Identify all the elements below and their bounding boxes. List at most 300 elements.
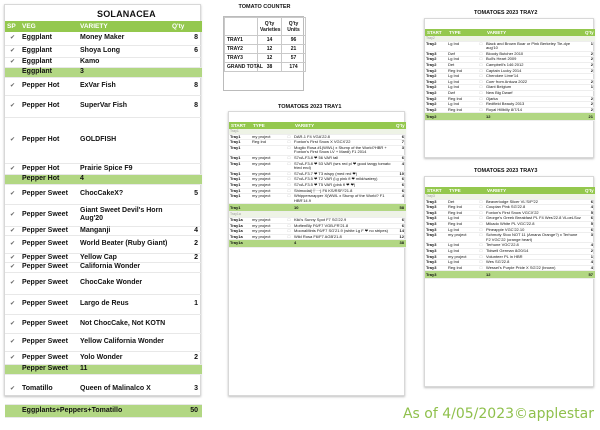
qty-cell <box>170 163 202 174</box>
row-check-icon[interactable]: □ <box>477 248 485 254</box>
qty-cell: 4 <box>583 265 595 271</box>
qty-cell: 2 <box>583 57 595 63</box>
row-check-icon[interactable]: □ <box>477 107 485 113</box>
qty-cell: 2 <box>583 248 595 254</box>
type-cell: Reg Ind <box>447 221 477 227</box>
counter-row <box>225 63 306 72</box>
type-cell: Reg Ind <box>447 107 477 113</box>
qty-cell: 2 <box>583 51 595 57</box>
qty-cell: 4 <box>583 243 595 249</box>
row-check-icon[interactable]: □ <box>285 145 293 155</box>
counter-label: TRAY2 <box>225 45 258 54</box>
total-variety-count: 12 <box>485 113 583 121</box>
start-cell: Tray2 <box>425 79 447 85</box>
type-cell: Lg Ind <box>447 227 477 233</box>
counter-label: TRAY3 <box>225 54 258 63</box>
start-cell: Tray2 <box>425 68 447 74</box>
counter-varieties: 12 <box>258 54 282 63</box>
row-check-icon[interactable]: □ <box>477 96 485 102</box>
veg-cell: Pepper Sweet <box>20 294 78 314</box>
type-cell: my project <box>251 177 285 183</box>
variety-cell: Campbell's 146 2012 <box>485 62 583 68</box>
row-check-icon[interactable] <box>5 67 20 77</box>
row-check-icon[interactable]: □ <box>477 57 485 63</box>
total-start: Tray1a <box>229 240 251 248</box>
row-check-icon[interactable]: ✔ <box>5 95 20 117</box>
row-check-icon[interactable]: □ <box>477 216 485 222</box>
tray2-table: START TYPE VARIETY Q'ty Tray2 Tray2 Lg Ind □ Black and Brown Boar or Pink Berkeley Tie-dye aug'10 1 Tray3 Dwf □ Bloody Butcher 2010 2 Tray2 Lg Ind □ Bull's Heart 2009 2 Tray2 Det □ Campbell's 146 2012 2 Tray2 Reg Ind □ Captain Lucky 2014 2 Tray2 Lg Ind □ Cherokee Lime'14 Tray2 Lg Ind □ Coer from Antuza 2022 2 Tray2 Lg Ind □ Giant Belgium 1 Tray2 Dwf □ New Big Dwarf Tray2 Reg Ind □ Ojarka 2 Tray2 Lg Ind □ Redfield Beauty 2013 2 Tray2 Reg Ind □ Royal Hillbilly 8/7/14 2 Tray2 12 21 <box>425 29 595 121</box>
qty-cell: 5 <box>583 221 595 227</box>
qty-cell: 3 <box>583 233 595 243</box>
type-cell: Det <box>447 199 477 205</box>
variety-cell: S7xA-F3.8 ❤ 56 VAR tall <box>293 155 394 161</box>
qty-cell: 5 <box>583 210 595 216</box>
qty-cell <box>170 314 202 333</box>
row-check-icon[interactable] <box>5 364 20 374</box>
variety-cell: Schmoty Stoo NOT 11 (Amana Orange?) x Terhune F2 VGC'22 (orange heart) <box>485 233 583 243</box>
row-check-icon[interactable]: □ <box>477 85 485 91</box>
row-check-icon[interactable]: □ <box>477 41 485 51</box>
variety-cell: DAR-1 F4 VGA'22.8 <box>293 134 394 140</box>
row-check-icon[interactable]: ✔ <box>5 294 20 314</box>
row-check-icon[interactable]: □ <box>477 221 485 227</box>
row-check-icon[interactable]: □ <box>285 155 293 161</box>
veg-cell: Pepper Sweet <box>20 253 78 262</box>
row-check-icon[interactable]: □ <box>285 161 293 171</box>
qty-cell: 2 <box>583 107 595 113</box>
group-label[interactable]: Tray2 <box>425 36 595 41</box>
start-cell: Tray2 <box>425 41 447 51</box>
start-cell: Tray2 <box>425 85 447 91</box>
variety-cell: Kiki's Sunny Spot F7 SG'22.9 <box>293 217 394 223</box>
row-check-icon[interactable]: □ <box>477 199 485 205</box>
row-check-icon[interactable]: □ <box>285 229 293 235</box>
total-qty: 38 <box>394 240 406 248</box>
variety-cell: Yellow Cap <box>78 253 170 262</box>
variety-cell: Shoya Long <box>78 45 170 57</box>
total-spacer <box>447 271 477 279</box>
row-check-icon[interactable]: □ <box>477 243 485 249</box>
row-check-icon[interactable]: □ <box>477 79 485 85</box>
veg-cell: Pepper Sweet <box>20 262 78 272</box>
start-cell: Tray3 <box>425 233 447 243</box>
variety-cell: Redfield Beauty 2013 <box>485 102 583 108</box>
row-check-icon[interactable]: ✔ <box>5 77 20 95</box>
row-check-icon[interactable]: □ <box>477 210 485 216</box>
variety-cell: Wessel's Purple Pride X SG'22 (brown) <box>485 265 583 271</box>
row-check-icon[interactable]: □ <box>477 205 485 211</box>
row-check-icon[interactable]: □ <box>285 134 293 140</box>
row-check-icon[interactable]: □ <box>477 68 485 74</box>
start-cell: Tray3 <box>425 51 447 57</box>
type-cell: Reg Ind <box>447 68 477 74</box>
counter-label: TRAY1 <box>225 36 258 45</box>
table-row <box>5 262 202 272</box>
table-row <box>5 333 202 351</box>
qty-cell <box>170 57 202 67</box>
row-check-icon[interactable]: □ <box>477 74 485 80</box>
type-cell: Det <box>447 62 477 68</box>
veg-cell: Pepper Sweet <box>20 272 78 294</box>
variety-cell: S7xA-F3.5 ❤ T2 VAR (l.g pink fl ❤ mild/watery) <box>293 177 394 183</box>
total-variety-count: 12 <box>485 271 583 279</box>
variety-cell: Yellow California Wonder <box>78 333 170 351</box>
start-cell: Tray1a <box>229 217 251 223</box>
variety-cell: Wild Rosa F6/F7 AGB'21.8 <box>293 234 394 240</box>
row-check-icon[interactable]: □ <box>477 233 485 243</box>
start-cell: Tray1 <box>229 177 251 183</box>
row-check-icon[interactable]: □ <box>285 182 293 188</box>
variety-cell: Pineapple VGC'22.10 <box>485 227 583 233</box>
table-row <box>5 45 202 57</box>
variety-cell: Coupian Pink SG'22.8 <box>485 205 583 211</box>
row-check-icon[interactable]: ✔ <box>5 374 20 404</box>
total-spacer <box>285 204 293 212</box>
row-check-icon[interactable]: ✔ <box>5 117 20 163</box>
total-variety-count: 10 <box>293 204 394 212</box>
variety-cell: Not ChocCake, Not KOTN <box>78 314 170 333</box>
tray3-title: TOMATOES 2023 TRAY3 <box>474 168 538 174</box>
total-qty: 58 <box>394 204 406 212</box>
type-cell: Lg Ind <box>447 85 477 91</box>
row-check-icon[interactable]: ✔ <box>5 235 20 253</box>
row-check-icon[interactable]: □ <box>477 51 485 57</box>
type-cell: Reg Ind <box>447 96 477 102</box>
qty-cell: 3 <box>394 145 406 155</box>
start-cell: Tray2 <box>425 57 447 63</box>
qty-cell <box>170 364 202 374</box>
type-cell: my project <box>251 171 285 177</box>
qty-cell: 2 <box>583 79 595 85</box>
table-row <box>229 145 406 155</box>
qty-cell: 12 <box>394 234 406 240</box>
start-cell: Tray3 <box>425 243 447 249</box>
table-row <box>5 272 202 294</box>
type-cell: Lg Ind <box>447 57 477 63</box>
group-label[interactable]: Tray1 <box>229 129 406 134</box>
total-start: Tray2 <box>425 113 447 121</box>
row-check-icon[interactable]: ✔ <box>5 45 20 57</box>
veg-cell: Pepper Sweet <box>20 184 78 204</box>
variety-cell: Wes SG'22.8 <box>485 260 583 266</box>
qty-cell: 8 <box>170 32 202 45</box>
qty-cell <box>170 67 202 77</box>
variety-cell: Queen of Malinalco X <box>78 374 170 404</box>
row-check-icon[interactable]: □ <box>285 234 293 240</box>
variety-cell: S7xA-F3.5 ❤ T5 VAR (pink fl ❤ ❤) <box>293 182 394 188</box>
qty-cell <box>170 272 202 294</box>
col-veg[interactable]: VEG <box>20 21 78 32</box>
type-cell: Reg Ind <box>251 140 285 146</box>
variety-cell: Foxton's First Snow VGCX'22 <box>485 210 583 216</box>
col-qty[interactable]: Q'ty <box>170 21 202 32</box>
start-cell: Tray1 <box>229 134 251 140</box>
group-label[interactable]: Tray3 <box>425 194 595 199</box>
type-cell: Reg Ind <box>447 205 477 211</box>
type-cell: Reg Ind <box>447 265 477 271</box>
variety-cell: Whippersnapper X(WWL x Stump of the World? F1 HBR'14.9 <box>293 194 394 204</box>
variety-cell: Shimodai(十一) F6 KS/RSF/'21.8 <box>293 188 394 194</box>
row-check-icon[interactable] <box>5 174 20 184</box>
total-row <box>425 271 595 279</box>
type-cell: my project <box>251 155 285 161</box>
table-row <box>5 294 202 314</box>
table-row <box>229 194 406 204</box>
qty-cell: 4 <box>583 260 595 266</box>
qty-cell: 4 <box>583 205 595 211</box>
variety-cell: Coer from Antuza 2022 <box>485 79 583 85</box>
variety-cell: California Wonder <box>78 262 170 272</box>
variety-cell: GOLDFISH <box>78 117 170 163</box>
row-check-icon[interactable]: ✔ <box>5 57 20 67</box>
row-check-icon[interactable]: □ <box>477 102 485 108</box>
row-check-icon[interactable]: □ <box>285 171 293 177</box>
veg-cell: Pepper Hot <box>20 117 78 163</box>
row-check-icon[interactable]: □ <box>285 140 293 146</box>
type-cell: Dwf <box>447 51 477 57</box>
counter-col-varieties: Q'ty Varieties <box>258 18 282 36</box>
variety-cell: MoonaMints F6/F7 SG'21.9 (white Lg F ❤ no stripes) <box>293 229 394 235</box>
type-cell: my project <box>251 134 285 140</box>
type-cell: Lg Ind <box>447 260 477 266</box>
footer-label: Eggplants+Peppers+Tomatillo <box>20 404 170 417</box>
row-check-icon[interactable]: □ <box>285 223 293 229</box>
qty-cell <box>170 174 202 184</box>
variety-cell: George's Greek Breakfast PL F4 Wes'22.8 VLoeLSoz <box>485 216 583 222</box>
table-row <box>5 374 202 404</box>
row-check-icon[interactable]: ✔ <box>5 32 20 45</box>
qty-cell: 4 <box>394 194 406 204</box>
start-cell: Tray2 <box>425 62 447 68</box>
variety-cell: Money Maker <box>78 32 170 45</box>
row-check-icon[interactable]: □ <box>477 90 485 96</box>
veg-cell: Eggplant <box>20 67 78 77</box>
table-row <box>5 117 202 163</box>
row-check-icon[interactable]: ✔ <box>5 204 20 226</box>
tray2-title: TOMATOES 2023 TRAY2 <box>474 10 538 16</box>
type-cell <box>251 145 285 155</box>
row-check-icon[interactable]: □ <box>477 254 485 260</box>
variety-cell: Foxton's First Snow X VGCX'22 <box>293 140 394 146</box>
qty-cell <box>170 204 202 226</box>
variety-cell: Kamo <box>78 57 170 67</box>
table-row <box>5 67 202 77</box>
row-check-icon[interactable]: □ <box>285 194 293 204</box>
row-check-icon[interactable]: □ <box>477 227 485 233</box>
total-start: Tray3 <box>425 271 447 279</box>
solanacea-footer-row <box>5 404 202 417</box>
qty-cell: 1 <box>170 294 202 314</box>
veg-cell: Pepper Hot <box>20 77 78 95</box>
qty-cell: 6 <box>394 177 406 183</box>
veg-cell: Pepper Sweet <box>20 333 78 351</box>
qty-cell: 2 <box>583 62 595 68</box>
tray1-table: START TYPE VARIETY Q'ty Tray1 Tray1 my project □ DAR-1 F4 VGA'22.8 6 Tray1 Reg Ind □ Foxton's First Snow X VGCX'22 7 Tray1 □ Mogilo Rosa #1(WWL) x Stump of the World?HBR + Foxton's First Snow LV + Mardi) F1 2014 3 Tray1 my project □ S7xA-F3.8 ❤ 56 VAR tall 6 Tray1 my project □ S7xA-F3.8 ❤ 53 VAR (wrs red pl ❤ good tangy tomato fried end) 4 Tray1 my project □ S7xA-F3.7 ❤ T3 wispy (med red ❤) 10 Tray1 my project □ S7xA-F3.5 ❤ T2 VAR (l.g pink fl ❤ mild/watery) 6 Tray1 my project □ S7xA-F3.5 ❤ T5 VAR (pink fl ❤ ❤) 6 Tray1 my project □ Shimodai(十一) F6 KS/RSF/'21.8 6 Tray1 my project □ Whippersnapper X(WWL x Stump of the World? F1 HBR'14.9 4 Tray1 10 58 Tray1a Tray1a my project □ Kiki's Sunny Spot F7 SG'22.9 6 Tray1a my project □ MoftenBly F6/F7 VGB-FR'21.8 6 Tray1a my project □ MoonaMints F6/F7 SG'21.9 (white Lg F ❤ no stripes) 14 Tray1a my project □ Wild Rosa F6/F7 AGB'21.8 12 Tray1a 4 38 <box>229 122 406 248</box>
variety-cell: Bull's Heart 2009 <box>485 57 583 63</box>
start-cell: Tray2 <box>425 102 447 108</box>
variety-cell: Giant Belgium <box>485 85 583 91</box>
type-cell: Lg Ind <box>447 102 477 108</box>
row-check-icon[interactable]: ✔ <box>5 333 20 351</box>
qty-cell: 2 <box>583 68 595 74</box>
total-qty: 21 <box>583 113 595 121</box>
start-cell: Tray3 <box>425 216 447 222</box>
type-cell: Reg Ind <box>447 210 477 216</box>
start-cell: Tray2 <box>425 107 447 113</box>
counter-varieties: 38 <box>258 63 282 72</box>
variety-cell: Largo de Reus <box>78 294 170 314</box>
table-row <box>5 235 202 253</box>
row-check-icon[interactable]: □ <box>477 260 485 266</box>
row-check-icon[interactable]: ✔ <box>5 163 20 174</box>
variety-cell: Giant Sweet Devil's Horn Aug'20 <box>78 204 170 226</box>
qty-cell: 6 <box>170 45 202 57</box>
counter-units: 96 <box>282 36 306 45</box>
qty-cell: 6 <box>583 199 595 205</box>
start-cell: Tray1a <box>229 234 251 240</box>
qty-cell: 8 <box>170 77 202 95</box>
variety-cell: Captain Lucky 2014 <box>485 68 583 74</box>
total-qty: 57 <box>583 271 595 279</box>
type-cell: my project <box>447 233 477 243</box>
start-cell: Tray2 <box>425 90 447 96</box>
start-cell: Tray3 <box>425 254 447 260</box>
type-cell: Lg Ind <box>447 79 477 85</box>
type-cell: my project <box>251 217 285 223</box>
veg-cell: Pepper Sweet <box>20 364 78 374</box>
variety-cell: ExVar Fish <box>78 77 170 95</box>
row-check-icon[interactable]: □ <box>477 265 485 271</box>
variety-cell: Mogilo Rosa #1(WWL) x Stump of the World?HBR + Foxton's First Snow LV + Mardi) F1 2014 <box>293 145 394 155</box>
table-row <box>5 163 202 174</box>
row-check-icon[interactable]: ✔ <box>5 184 20 204</box>
solanacea-sheet <box>4 4 201 414</box>
veg-cell: Pepper Hot <box>20 95 78 117</box>
start-cell: Tray3 <box>425 221 447 227</box>
qty-cell: 1 <box>583 85 595 91</box>
footer-qty: 50 <box>170 404 202 417</box>
type-cell: Lg Ind <box>447 243 477 249</box>
table-row <box>5 184 202 204</box>
veg-cell: Pepper Hot <box>20 163 78 174</box>
qty-cell: 14 <box>394 229 406 235</box>
total-spacer <box>285 240 293 248</box>
type-cell: Lg Ind <box>447 74 477 80</box>
tray1-title: TOMATOES 2023 TRAY1 <box>278 104 342 110</box>
counter-units: 21 <box>282 45 306 54</box>
col-variety[interactable]: VARIETY <box>78 21 170 32</box>
table-row <box>5 95 202 117</box>
variety-cell: 4 <box>78 174 170 184</box>
solanacea-title: SOLANACEA <box>97 9 156 19</box>
variety-cell: Prairie Spice F9 <box>78 163 170 174</box>
type-cell: Lg Ind <box>447 248 477 254</box>
qty-cell: 6 <box>394 134 406 140</box>
row-check-icon[interactable]: □ <box>285 177 293 183</box>
qty-cell: 6 <box>394 182 406 188</box>
qty-cell: 6 <box>394 223 406 229</box>
table-row <box>5 364 202 374</box>
table-row <box>229 161 406 171</box>
total-row <box>425 113 595 121</box>
counter-varieties: 12 <box>258 45 282 54</box>
total-spacer <box>447 113 477 121</box>
variety-cell: New Big Dwarf <box>485 90 583 96</box>
qty-cell <box>170 262 202 272</box>
row-check-icon[interactable]: ✔ <box>5 351 20 364</box>
veg-cell: Pepper Sweet <box>20 226 78 235</box>
row-check-icon[interactable]: ✔ <box>5 253 20 262</box>
date-watermark: As of 4/05/2023©applestar <box>402 406 594 422</box>
variety-cell: 11 <box>78 364 170 374</box>
veg-cell: Tomatillo <box>20 374 78 404</box>
variety-cell: ChocCakeX? <box>78 184 170 204</box>
start-cell: Tray3 <box>425 210 447 216</box>
qty-cell: 2 <box>170 351 202 364</box>
type-cell: my project <box>251 234 285 240</box>
start-cell: Tray1 <box>229 171 251 177</box>
table-row <box>425 233 595 243</box>
veg-cell: Pepper Hot <box>20 174 78 184</box>
variety-cell: Beaverlodge Slicer VL'S/P'22 <box>485 199 583 205</box>
tray3-sheet <box>424 176 594 387</box>
solanacea-rows <box>5 32 202 404</box>
counter-row <box>225 45 306 54</box>
row-check-icon[interactable]: ✔ <box>5 272 20 294</box>
counter-label: GRAND TOTAL <box>225 63 258 72</box>
counter-title: TOMATO COUNTER <box>238 4 291 10</box>
veg-cell: Pepper Sweet <box>20 314 78 333</box>
variety-cell: S7xA-F3.8 ❤ 53 VAR (wrs red pl ❤ good tangy tomato fried end) <box>293 161 394 171</box>
qty-cell: 2 <box>170 253 202 262</box>
row-check-icon[interactable]: □ <box>477 62 485 68</box>
veg-cell: Eggplant <box>20 32 78 45</box>
counter-row <box>225 54 306 63</box>
variety-cell: ChocCake Wonder <box>78 272 170 294</box>
variety-cell: Royal Hillbilly 8/7/14 <box>485 107 583 113</box>
row-check-icon[interactable]: □ <box>285 188 293 194</box>
row-check-icon[interactable]: ✔ <box>5 262 20 272</box>
qty-cell: 10 <box>394 171 406 177</box>
start-cell: Tray1 <box>229 194 251 204</box>
solanacea-table <box>5 21 202 418</box>
table-row <box>5 314 202 333</box>
variety-cell: Ojarka <box>485 96 583 102</box>
type-cell: Dwf <box>447 90 477 96</box>
group-label[interactable]: Tray1a <box>229 212 406 218</box>
total-spacer <box>251 204 285 212</box>
type-cell: my project <box>251 161 285 171</box>
start-cell: Tray1 <box>229 161 251 171</box>
row-check-icon[interactable]: ✔ <box>5 314 20 333</box>
veg-cell: Eggplant <box>20 45 78 57</box>
type-cell: Lg Ind <box>447 216 477 222</box>
row-check-icon[interactable]: □ <box>285 217 293 223</box>
table-row <box>5 57 202 67</box>
type-cell: my project <box>251 194 285 204</box>
qty-cell <box>170 333 202 351</box>
qty-cell: 2 <box>170 235 202 253</box>
col-sp[interactable]: SP <box>5 21 20 32</box>
qty-cell: 6 <box>394 155 406 161</box>
row-check-icon[interactable]: ✔ <box>5 226 20 235</box>
total-spacer <box>477 113 485 121</box>
total-row <box>229 204 406 212</box>
table-row <box>5 32 202 45</box>
qty-cell: 2 <box>583 102 595 108</box>
qty-cell: 8 <box>170 95 202 117</box>
start-cell: Tray1 <box>229 140 251 146</box>
